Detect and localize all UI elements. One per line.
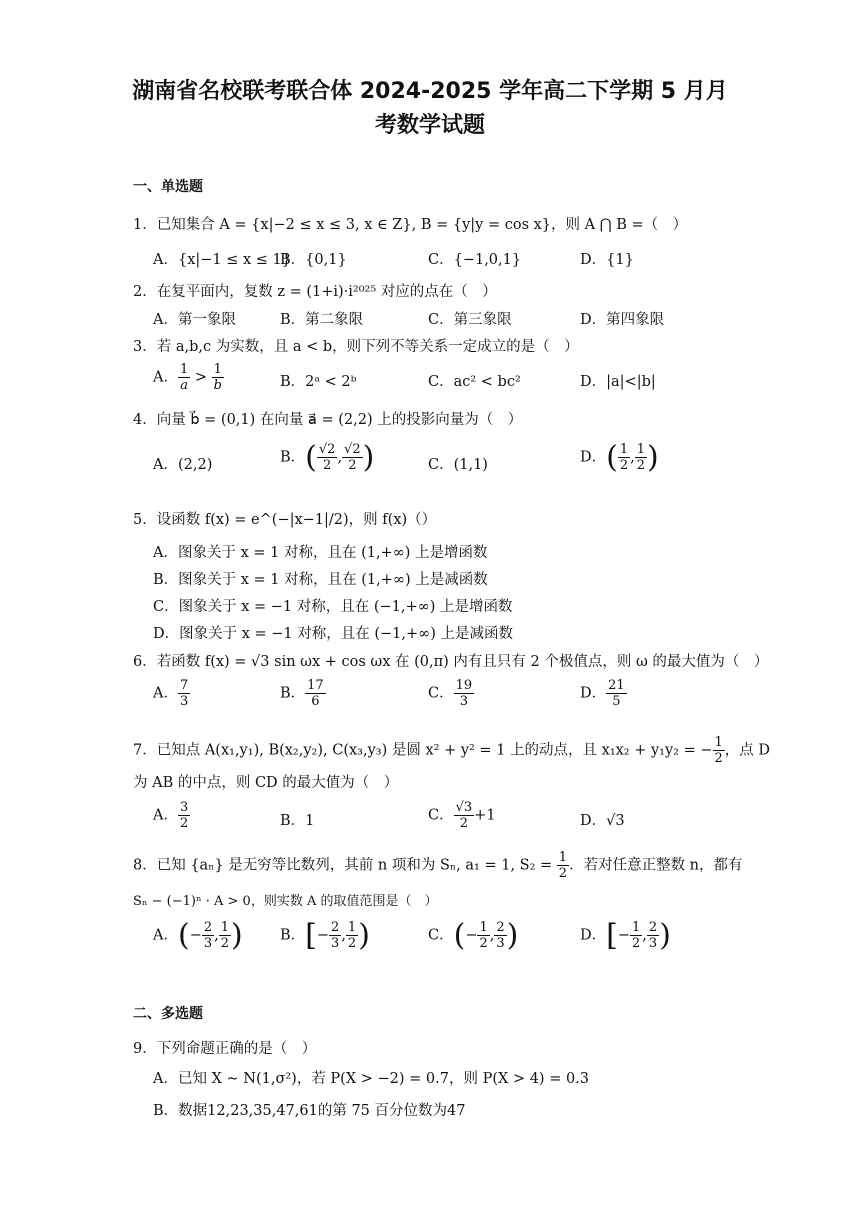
q3-option-a[interactable]: A． $\frac{1}{a}$ > $\frac{1}{b}$ (153, 362, 222, 393)
question-1-stem: 1．已知集合 A = {x|−2 ≤ x ≤ 3, x ∈ Z}, B = {y|y = cos x}，则 A ⋂ B =（ ） (133, 217, 688, 233)
q3-option-d[interactable]: D．|a|<|b| (580, 374, 656, 390)
question-5-stem: 5．设函数 f(x) = e^(−|x−1|/2)，则 f(x)（） (133, 512, 437, 528)
q1-option-c[interactable]: C．{−1,0,1} (428, 252, 522, 268)
q2-option-b[interactable]: B．第二象限 (280, 312, 364, 328)
q8-option-d-label: D． (580, 927, 607, 944)
q6-option-c[interactable]: C． $\frac{19}{3}$ (428, 678, 473, 709)
question-8-stem-line2: Sₙ − (−1)ⁿ · A > 0，则实数 A 的取值范围是（ ） (133, 894, 438, 909)
q9-option-a[interactable]: A．已知 X ~ N(1,σ²)，若 P(X > −2) = 0.7，则 P(X > 4) = 0.3 (153, 1071, 590, 1087)
q8-stem-text: 8．已知 {aₙ} 是无穷等比数列，其前 n 项和为 Sₙ, a₁ = 1, S₂ = (133, 857, 557, 874)
q4-option-d-label: D． (580, 449, 607, 466)
title-line-2: 考数学试题 (374, 113, 485, 138)
q8-option-a[interactable]: A．(− $\frac{2}{3}$ , $\frac{1}{2}$ ) (153, 918, 243, 953)
question-8-stem: 8．已知 {aₙ} 是无穷等比数列，其前 n 项和为 Sₙ, a₁ = 1, S₂ = $\frac{1}{2}$ ．若对任意正整数 n，都有 (133, 850, 743, 881)
q8-option-c[interactable]: C．(− $\frac{1}{2}$ , $\frac{2}{3}$ ) (428, 918, 519, 953)
question-7-stem-line2: 为 AB 的中点，则 CD 的最大值为（ ） (133, 775, 399, 791)
q6-option-a[interactable]: A． $\frac{7}{3}$ (153, 678, 189, 709)
q1-option-d[interactable]: D．{1} (580, 252, 634, 268)
title-line-1: 湖南省名校联考联合体 2024-2025 学年高二下学期 5 月月 (132, 79, 728, 104)
question-7-stem: 7．已知点 A(x₁,y₁), B(x₂,y₂), C(x₃,y₃) 是圆 x² + y² = 1 上的动点，且 x₁x₂ + y₁y₂ = − $\frac{1}{2}$ ，点 D (133, 735, 771, 766)
q8-option-b[interactable]: B．[− $\frac{2}{3}$ , $\frac{1}{2}$ ) (280, 918, 370, 953)
q6-option-b[interactable]: B． $\frac{17}{6}$ (280, 678, 324, 709)
section-multiple-choice: 二、多选题 (133, 1006, 203, 1022)
q8-option-c-label: C． (428, 927, 454, 944)
q4-option-a[interactable]: A．(2,2) (153, 457, 213, 473)
q5-option-d[interactable]: D．图象关于 x = −1 对称，且在 (−1,+∞) 上是减函数 (153, 626, 514, 642)
q8-option-d[interactable]: D．[− $\frac{1}{2}$ , $\frac{2}{3}$ ) (580, 918, 671, 953)
question-9-stem: 9．下列命题正确的是（ ） (133, 1041, 317, 1057)
q7-option-d[interactable]: D．√3 (580, 813, 625, 829)
q6-option-a-label: A． (153, 685, 178, 702)
question-3-stem: 3．若 a,b,c 为实数，且 a < b，则下列不等关系一定成立的是（ ） (133, 339, 579, 355)
q6-option-c-label: C． (428, 685, 454, 702)
q3-option-a-label: A． (153, 369, 178, 386)
q2-option-a[interactable]: A．第一象限 (153, 312, 236, 328)
q4-option-b[interactable]: B．( $\frac{√2}{2}$ , $\frac{√2}{2}$ ) (280, 440, 375, 475)
q1-option-b[interactable]: B．{0,1} (280, 252, 347, 268)
q7-option-c[interactable]: C． $\frac{√3}{2}$ +1 (428, 800, 496, 831)
q5-option-b[interactable]: B．图象关于 x = 1 对称，且在 (1,+∞) 上是减函数 (153, 572, 488, 588)
q6-option-d[interactable]: D． $\frac{21}{5}$ (580, 678, 625, 709)
question-4-stem: 4．向量 b⃗ = (0,1) 在向量 a⃗ = (2,2) 上的投影向量为（ ） (133, 412, 523, 428)
q8-option-a-label: A． (153, 927, 178, 944)
q4-option-c[interactable]: C．(1,1) (428, 457, 488, 473)
q3-option-b[interactable]: B．2ᵃ < 2ᵇ (280, 374, 357, 390)
q8-stem-tail: ．若对任意正整数 n，都有 (569, 857, 743, 874)
q5-option-a[interactable]: A．图象关于 x = 1 对称，且在 (1,+∞) 上是增函数 (153, 545, 488, 561)
q4-option-d[interactable]: D．( $\frac{1}{2}$ , $\frac{1}{2}$ ) (580, 440, 659, 475)
q6-option-d-label: D． (580, 685, 607, 702)
q5-option-c[interactable]: C．图象关于 x = −1 对称，且在 (−1,+∞) 上是增函数 (153, 599, 513, 615)
q3-option-c[interactable]: C．ac² < bc² (428, 374, 521, 390)
q8-option-b-label: B． (280, 927, 306, 944)
q6-option-b-label: B． (280, 685, 306, 702)
q7-stem-text: 7．已知点 A(x₁,y₁), B(x₂,y₂), C(x₃,y₃) 是圆 x² + y² = 1 上的动点，且 x₁x₂ + y₁y₂ = − (133, 742, 713, 759)
q7-option-b[interactable]: B．1 (280, 813, 315, 829)
q1-option-a[interactable]: A．{x|−1 ≤ x ≤ 1} (153, 252, 291, 268)
q9-option-b[interactable]: B．数据12,23,35,47,61的第 75 百分位数为47 (153, 1103, 466, 1119)
q7-option-a[interactable]: A． $\frac{3}{2}$ (153, 800, 189, 831)
q7-stem-tail: ，点 D (724, 742, 771, 759)
section-single-choice: 一、单选题 (133, 179, 203, 195)
q2-option-d[interactable]: D．第四象限 (580, 312, 665, 328)
q7-option-c-label: C． (428, 807, 454, 824)
question-6-stem: 6．若函数 f(x) = √3 sin ωx + cos ωx 在 (0,π) 内有且只有 2 个极值点，则 ω 的最大值为（ ） (133, 654, 769, 670)
question-2-stem: 2．在复平面内，复数 z = (1+i)·i²⁰²⁵ 对应的点在（ ） (133, 284, 497, 300)
q7-option-a-label: A． (153, 807, 178, 824)
q2-option-c[interactable]: C．第三象限 (428, 312, 512, 328)
q4-option-b-label: B． (280, 449, 306, 466)
